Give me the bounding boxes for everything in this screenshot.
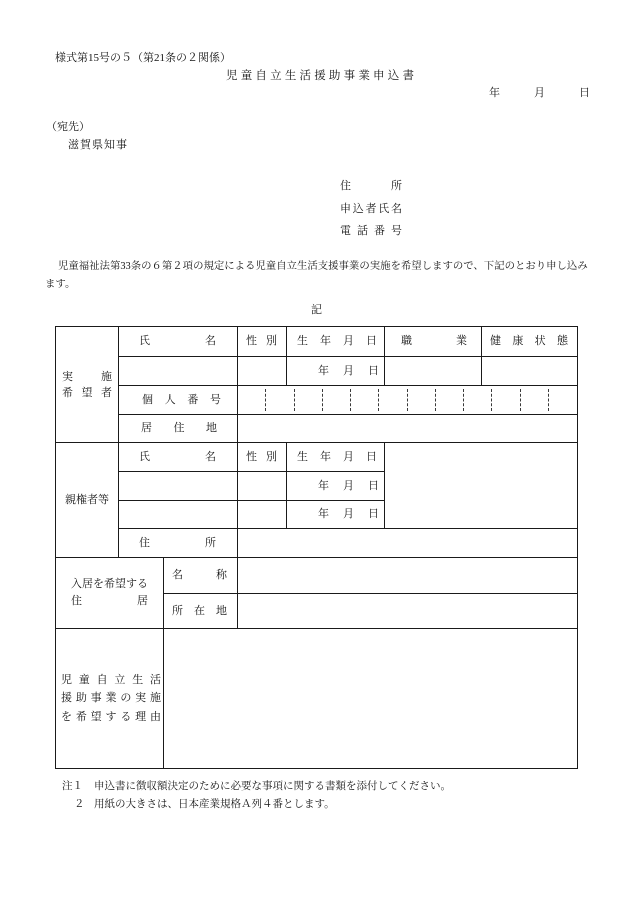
personal-number-digit-box[interactable] [323, 389, 351, 411]
personal-number-digit-box[interactable] [351, 389, 379, 411]
label-character: 名 [205, 450, 216, 463]
label-character: 児 [61, 673, 72, 686]
subject-name-field[interactable] [118, 356, 238, 386]
label-character: 日 [366, 450, 377, 463]
label-character: 氏 [139, 335, 150, 347]
form-number: 様式第15号の５（第21条の２関係） [55, 52, 231, 64]
label-character: 業 [456, 335, 467, 347]
label-character: 別 [266, 450, 277, 463]
subject-occupation-header-text [385, 335, 481, 348]
label-character: を [93, 578, 104, 590]
note-2-mark: ２ [74, 799, 85, 810]
housing-location-label [163, 593, 238, 629]
label-character: の [120, 692, 132, 705]
label-character: 生 [297, 450, 308, 463]
label-character: 活 [149, 673, 161, 686]
label-character: 書 [402, 70, 414, 82]
personal-number-digit-box[interactable] [521, 389, 549, 411]
reason-label-line-3 [56, 708, 163, 727]
label-character: 施 [101, 370, 112, 383]
housing-name-label-text [164, 569, 237, 582]
guardian-2-sex-field[interactable] [237, 500, 287, 529]
label-character: 日 [579, 87, 590, 99]
label-character: 申 [340, 203, 351, 215]
reason-label-line-1 [56, 671, 163, 690]
label-character: す [126, 578, 137, 590]
housing-name-field[interactable] [237, 557, 578, 594]
subject-section-label [55, 326, 119, 443]
label-character: 事 [343, 70, 356, 82]
personal-number-digit-box[interactable] [295, 389, 323, 411]
label-character: 日 [368, 479, 379, 492]
label-character: 者 [365, 203, 377, 215]
note-1-mark: 注１ [62, 781, 83, 792]
form-title [226, 70, 414, 83]
label-character: 者 [101, 386, 112, 399]
subject-name-header-text [119, 335, 237, 348]
label-character: 氏 [139, 450, 150, 463]
label-character: 望 [81, 386, 93, 399]
guardian-name-header-text [119, 451, 237, 464]
label-character: 由 [149, 710, 161, 723]
guardian-sex-header-text [238, 451, 286, 464]
label-character: 個 [142, 393, 153, 406]
label-character: 住 [173, 422, 185, 434]
reason-label-line-2 [56, 689, 163, 708]
label-character: 居 [137, 595, 148, 607]
subject-personal-number-field[interactable] [237, 385, 578, 415]
note-1-text: 申込書に徴収額決定のために必要な事項に関する書類を添付してください。 [94, 781, 451, 792]
label-character: 日 [368, 508, 379, 520]
guardian-dob-header [286, 442, 385, 472]
subject-personal-number-label-text [119, 394, 237, 407]
label-character: 希 [104, 578, 115, 590]
subject-residence-label-text [119, 422, 237, 435]
label-character: 名 [391, 203, 402, 215]
label-character: 称 [216, 569, 227, 581]
label-character: 援 [61, 692, 72, 705]
label-character: 事 [90, 692, 102, 705]
label-character: 所 [205, 536, 216, 549]
label-character: 月 [343, 364, 354, 377]
label-character: 年 [489, 87, 500, 99]
housing-label-line-1 [56, 576, 163, 593]
label-character: 所 [172, 604, 183, 617]
label-character: 年 [318, 479, 329, 492]
guardian-sex-header [237, 442, 287, 472]
housing-label-line-2 [56, 593, 163, 610]
label-character: る [137, 578, 148, 590]
subject-sex-header-text [238, 335, 286, 348]
guardian-2-name-field[interactable] [118, 500, 238, 529]
label-character: 名 [205, 335, 216, 347]
label-character: 実 [62, 370, 73, 383]
label-character: 助 [328, 70, 341, 82]
subject-dob-header [286, 326, 385, 357]
label-character: 居 [82, 578, 93, 590]
subject-occupation-header [384, 326, 482, 357]
label-character: を [61, 710, 72, 723]
date-line[interactable] [489, 87, 590, 100]
subject-sex-field[interactable] [237, 356, 287, 386]
label-character: 日 [366, 335, 377, 347]
personal-number-digit-box[interactable] [408, 389, 436, 411]
label-character: 希 [62, 386, 73, 399]
guardian-address-label [118, 528, 238, 558]
applicant-name-label [340, 203, 402, 216]
label-character: 立 [270, 70, 282, 82]
guardian-2-dob-field[interactable] [286, 500, 385, 529]
subject-personal-number-label [118, 385, 238, 415]
label-character: 望 [90, 710, 102, 723]
label-character: 住 [71, 595, 82, 607]
label-character: 年 [320, 450, 331, 463]
guardian-1-name-field[interactable] [118, 471, 238, 501]
label-character: 職 [401, 335, 412, 347]
label-character: 理 [135, 710, 147, 723]
label-character: 人 [164, 393, 176, 406]
housing-name-label [163, 557, 238, 594]
label-character: 援 [314, 70, 326, 82]
label-character: 込 [352, 203, 364, 215]
subject-dob-date-text [287, 365, 384, 378]
guardian-1-dob-field[interactable] [286, 471, 385, 501]
label-character: す [105, 710, 117, 723]
label-character: 号 [391, 225, 402, 237]
label-character: 望 [115, 578, 126, 590]
addressee-name: 滋賀県知事 [68, 139, 128, 151]
guardian-1-dob-date-text [287, 480, 384, 493]
label-character: 氏 [378, 203, 390, 215]
label-character: 児 [226, 70, 238, 82]
guardian-address-label-text [119, 537, 237, 550]
label-character: 自 [96, 673, 108, 686]
label-character: 童 [78, 673, 90, 686]
subject-label-line-2 [56, 385, 118, 401]
reason-section-label [55, 628, 164, 769]
subject-dob-field[interactable] [286, 356, 385, 386]
subject-label-line-1 [56, 369, 118, 385]
subject-dob-header-text [287, 335, 384, 348]
housing-location-label-text [164, 605, 237, 618]
personal-number-digit-box[interactable] [238, 389, 266, 411]
personal-number-digit-box[interactable] [492, 389, 520, 411]
label-character: 助 [75, 692, 87, 705]
label-character: 月 [343, 508, 354, 520]
label-character: 住 [139, 536, 150, 549]
label-character: 性 [246, 450, 257, 463]
label-character: 生 [284, 70, 297, 82]
subject-residence-field[interactable] [237, 414, 578, 443]
label-character: 別 [266, 335, 277, 347]
label-character: 生 [132, 673, 144, 686]
label-character: 入 [71, 578, 82, 590]
subject-residence-label [118, 414, 238, 443]
label-character: 態 [556, 335, 568, 347]
label-character: 込 [387, 70, 400, 82]
guardian-1-sex-field[interactable] [237, 471, 287, 501]
label-character: 活 [299, 70, 312, 82]
guardian-side-blank [384, 442, 578, 529]
label-character: 番 [187, 393, 199, 406]
label-character: 話 [357, 225, 368, 237]
label-character: 月 [343, 479, 354, 492]
subject-health-header-text [482, 335, 577, 348]
reason-field[interactable] [163, 628, 578, 769]
label-character: 業 [358, 70, 370, 82]
label-character: 地 [216, 604, 227, 617]
label-character: 年 [318, 364, 329, 377]
personal-number-digit-box[interactable] [464, 389, 492, 411]
label-character: 月 [534, 87, 545, 99]
application-statement: 児童福祉法第33条の６第２項の規定による児童自立生活支援事業の実施を希望しますので、下記のとおり申し込みます。 [45, 261, 588, 290]
label-character: 康 [512, 335, 524, 347]
label-character: 施 [149, 692, 161, 705]
label-character: 状 [534, 335, 546, 347]
addressee-label: （宛先） [46, 121, 90, 133]
subject-health-header [481, 326, 578, 357]
label-character: 電 [340, 225, 351, 237]
label-character: 童 [240, 70, 253, 82]
label-character: 実 [135, 692, 147, 705]
guardian-dob-header-text [287, 451, 384, 464]
label-character: 月 [343, 450, 354, 463]
personal-number-digit-box[interactable] [436, 389, 464, 411]
label-character: 番 [374, 225, 385, 237]
guardian-label-text: 親権者等 [65, 493, 109, 506]
label-character: 生 [297, 335, 308, 347]
label-character: 申 [373, 70, 385, 82]
label-character: 地 [206, 422, 217, 434]
label-character: 年 [320, 335, 331, 347]
housing-section-label [55, 557, 164, 629]
personal-number-digit-boxes [238, 389, 577, 411]
label-character: る [120, 710, 132, 723]
subject-sex-header [237, 326, 287, 357]
guardian-2-dob-date-text [287, 508, 384, 521]
subject-health-field[interactable] [481, 356, 578, 386]
note-2-text: 用紙の大きさは、日本産業規格Ａ列４番とします。 [94, 799, 335, 810]
personal-number-digit-box[interactable] [379, 389, 407, 411]
label-character: 日 [368, 364, 379, 377]
applicant-address-label [340, 180, 402, 193]
applicant-phone-label [340, 225, 402, 238]
subject-name-header [118, 326, 238, 357]
housing-location-field[interactable] [237, 593, 578, 629]
personal-number-digit-box[interactable] [266, 389, 294, 411]
label-character: 所 [391, 180, 402, 192]
guardian-address-field[interactable] [237, 528, 578, 558]
guardian-name-header [118, 442, 238, 472]
label-character: 名 [172, 569, 183, 581]
subject-occupation-field[interactable] [384, 356, 482, 386]
label-character: 居 [141, 422, 152, 434]
label-character: 業 [105, 692, 117, 705]
label-character: 号 [209, 393, 221, 406]
label-character: 自 [255, 70, 267, 82]
label-character: 在 [194, 604, 205, 617]
label-character: 月 [343, 335, 354, 347]
ki-heading: 記 [311, 304, 322, 316]
guardian-section-label [55, 442, 119, 558]
label-character: 希 [75, 710, 87, 723]
personal-number-digit-box[interactable] [549, 389, 577, 411]
label-character: 性 [246, 335, 257, 347]
label-character: 住 [340, 180, 351, 192]
label-character: 健 [490, 335, 501, 347]
label-character: 立 [114, 673, 126, 686]
label-character: 年 [318, 508, 329, 520]
